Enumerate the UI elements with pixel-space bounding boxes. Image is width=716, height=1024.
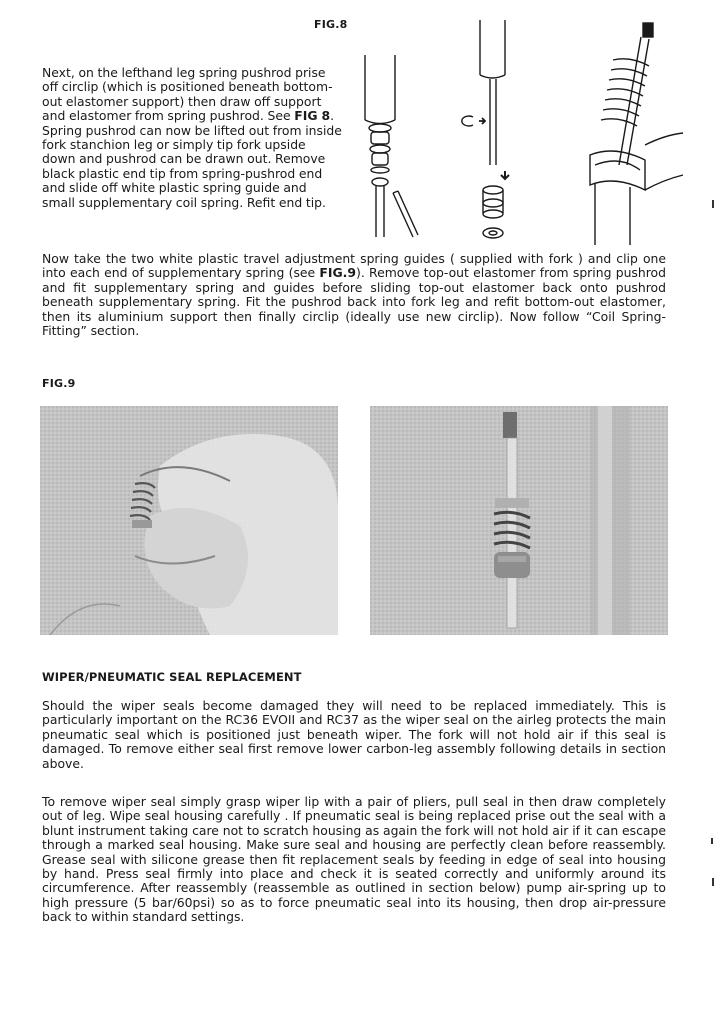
fig8-illustration xyxy=(345,15,685,250)
scan-edge-mark xyxy=(712,878,714,886)
wiper-seal-paragraph-2: To remove wiper seal simply grasp wiper lip with a pair of pliers, pull seal in then draw completely out of leg. Wipe seal housing carefully . If pneumatic seal is being replaced prise out the seal with a blunt instrument taking care not to scratch housing as again the fork will not hold air if it can escape through a marked seal housing. Make sure seal and housing are perfectly clean before reassembly. Grease seal with silicone grease then fit replacement seals by feeding in edge of seal into housing by hand. Press seal firmly into place and check it is seated correctly and uniformly around its circumference. After reassembly (reassemble as outlined in section below) pump air-spring up to high pressure (5 bar/60psi) so as to force pneumatic seal into its housing, then drop air-pressure back to within standard settings. xyxy=(42,794,666,925)
para2-text-2: ). Remove top-out elastomer from spring pushrod and fit supplementary spring and guides before sliding top-out elastomer back onto pushrod beneath supplementary spring. Fit the pushrod back into fork leg and refit bottom-out elastomer, then its aluminium support then finally circlip (ideally use new circlip). Now follow “Coil Spring-Fitting” section. xyxy=(42,265,667,339)
scan-edge-mark xyxy=(712,200,714,208)
fig8-paragraph xyxy=(42,66,342,210)
fig9-label: FIG.9 xyxy=(42,377,76,390)
fig8-middle-parts xyxy=(462,20,509,238)
scan-edge-mark xyxy=(711,838,713,844)
wiper-seal-paragraph-1: Should the wiper seals become damaged they will need to be replaced immediately. This is particularly important on the RC36 EVOII and RC37 as the wiper seal on the airleg protects the main pneumatic seal which is positioned just beneath wiper. The fork will not hold air if this seal is damaged. To remove either seal first remove lower carbon-leg assembly following details in section above. xyxy=(42,698,666,771)
para2-text-1: Now take the two white plastic travel adjustment spring guides ( supplied with fork ) and clip one into each end of supplementary spring (see xyxy=(42,251,666,281)
fig8-label: FIG.8 xyxy=(314,18,348,31)
fig8-text-1: Next, on the lefthand leg spring pushrod prise off circlip (which is positioned beneath bottom-out elastomer support) then draw off support and elastomer from spring pushrod. See xyxy=(42,65,333,124)
section-heading: WIPER/PNEUMATIC SEAL REPLACEMENT xyxy=(42,670,302,684)
para2-ref: FIG.9 xyxy=(319,265,356,281)
fig8-ref: FIG 8 xyxy=(294,108,331,124)
fig9-photo-hands xyxy=(40,406,338,635)
fig8-text-2: . Spring pushrod can now be lifted out from inside fork stanchion leg or simply tip fork upside down and pushrod can be drawn out. Remove black plastic end tip from spring-pushrod end and slide off white plastic spring guide and small supplementary coil spring. Refit end tip. xyxy=(42,108,342,210)
fig8-right-assembly xyxy=(590,23,683,245)
fig8-left-leg xyxy=(365,55,418,237)
fig9-photo-spring xyxy=(370,406,668,635)
fig9-intro-paragraph xyxy=(42,252,666,338)
